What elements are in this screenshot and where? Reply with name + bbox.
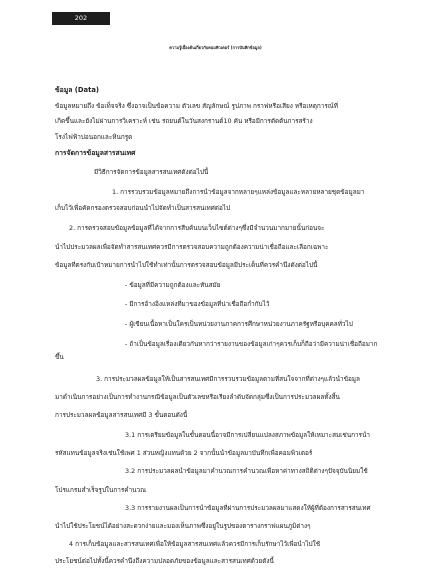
bullet-item: - ถ้าเป็นข้อมูลเรื่องเดียวกันหากว่ารายงานของข้อมูลเก่าๆควรเก็บก็ถือว่ามีความน่าเชื่อถือมาก [125, 340, 378, 348]
paragraph-line: มาดำเนินการอย่างเป็นการทำงานกรณีข้อมูลเป็นตัวเลขหรือเรียงลำดับจัดกลุ่มซึ่งเป็นการประมวลผลทั้งสิ้น [55, 393, 340, 401]
paragraph-line: เก็บไว้เพื่อคัดกรองตรวจสอบก่อนนำไปจัดทำเป็นสารสนเทศต่อไป [55, 204, 231, 212]
paragraph-line: ประโยชน์ต่อไปทั้งนี้ควรคำนึงถึงความปลอดภัยของข้อมูลและสารสนเทศด้วยดังนี้ [55, 557, 274, 565]
bullet-item: - ข้อมูลที่มีความถูกต้องและทันสมัย [125, 281, 221, 289]
paragraph-line: ข้อมูลหมายถึง ข้อเท็จจริง ซึ่งอาจเป็นข้อความ ตัวเลข สัญลักษณ์ รูปภาพ กราฟหรือเสียง หรือเหตุการณ์ที่ [55, 102, 338, 110]
paragraph-line: 1. การรวบรวมข้อมูลหมายถึงการนำข้อมูลจากหลายๆแหล่งข้อมูลและหลายหลายชุดข้อมูลมา [112, 188, 365, 196]
paragraph-line: เกิดขึ้นและยังไม่ผ่านการวิเคราะห์ เช่น รถยนต์ในวันสงกรานต์10 คัน หรือมีการตัดต้นการสร้าง [55, 117, 313, 125]
paragraph-line: 3.2 การประมวลผลนำข้อมูลมาคำนวณการคำนวณเพื่อหาค่าทางสถิติต่างๆปัจจุบันนิยมใช้ [125, 467, 368, 475]
paragraph-line: โปรแกรมสำเร็จรูปในการคำนวณ [55, 486, 147, 494]
paragraph-line: นำไปประมวลผลเพื่อจัดทำสารสนเทศควรมีการตรวจสอบความถูกต้องความน่าเชื่อถือและเลือกเฉพาะ [55, 243, 329, 251]
paragraph-line: มีวิธีการจัดการข้อมูลสารสนเทศดังต่อไปนี้ [94, 168, 209, 176]
paragraph-line: โรงไฟฟ้าบ่อนอกและหินกรูด [55, 133, 133, 141]
paragraph-line: ข้อมูลที่ตรงกับเป้าหมายการนำไปใช้ทำเท่านั้นการตรวจสอบข้อมูลมีประเด็นที่ควรคำนึงดังต่อไปนี้ [55, 261, 318, 269]
sub-heading: การจัดการข้อมูลสารสนเทศ [55, 149, 136, 157]
section-heading: ข้อมูล (Data) [55, 86, 100, 94]
paragraph-line: 2. การตรวจสอบข้อมูลข้อมูลที่ได้จากการสืบค้นบนเว็บไซต์ต่างๆซึ่งมีจำนวนมากมายนั้นก่อนจะ [69, 224, 325, 232]
paragraph-line: 3.1 การเตรียมข้อมูลในขั้นตอนนี้อาจมีการเปลี่ยนแปลงสภาพข้อมูลให้เหมาะสมเช่นการนำ [125, 431, 370, 439]
bullet-item: - ผู้เขียนเนื้อหาเป็นใครเป็นหน่วยงานภาคการศึกษาหน่วยงานภาครัฐหรือบุคคลทั่วไป [125, 320, 353, 328]
paragraph-line: รหัสแทนข้อมูลจริงเช่นใช้เพศ 1 ส่วนหญิงแทนด้วย 2 จากนั้นนำข้อมูลมาบันทึกเพื่อคอมพิวเตอร์ [55, 449, 313, 457]
paragraph-line: นำไปใช้ประโยชน์ได้อย่างสะดวกง่ายและมองเห็นภาพซึ่งอยู่ในรูปของตารางกราฟแผนภูมิต่างๆ [55, 522, 311, 530]
paragraph-line: การประมวลผลข้อมูลสารสนเทศมี 3 ขั้นตอนดังนี้ [55, 411, 188, 419]
bullet-item: - มีการอ้างอิงแหล่งที่มาของข้อมูลที่น่าเชื่อถือกำกับไว้ [125, 300, 270, 308]
paragraph-line: 3. การประมวลผลข้อมูลให้เป็นสารสนเทศมีการรวบรวมข้อมูลตามที่สนใจจากที่ต่างๆแล้วนำข้อมูล [96, 375, 360, 383]
page-number: 202 [74, 14, 88, 22]
paragraph-line: 3.3 การรายงานผลเป็นการนำข้อมูลที่ผ่านการประมวลผลมาแสดงให้ผู้ที่ต้องการสารสนเทศ [125, 504, 371, 512]
page-title: ความรู้เบื้องต้นเกี่ยวกับคอมพิวเตอร์ (การบันทึกข้อมูล) [169, 45, 262, 50]
page-number-bar [52, 12, 110, 25]
paragraph-line: 4 การเก็บข้อมูลและสารสนเทศเพื่อให้ข้อมูลสารสนเทศแล้วควรมีการเก็บรักษาไว้เพื่อนำไปใช้ [69, 540, 321, 548]
paragraph-line: ขึ้น [55, 353, 64, 361]
